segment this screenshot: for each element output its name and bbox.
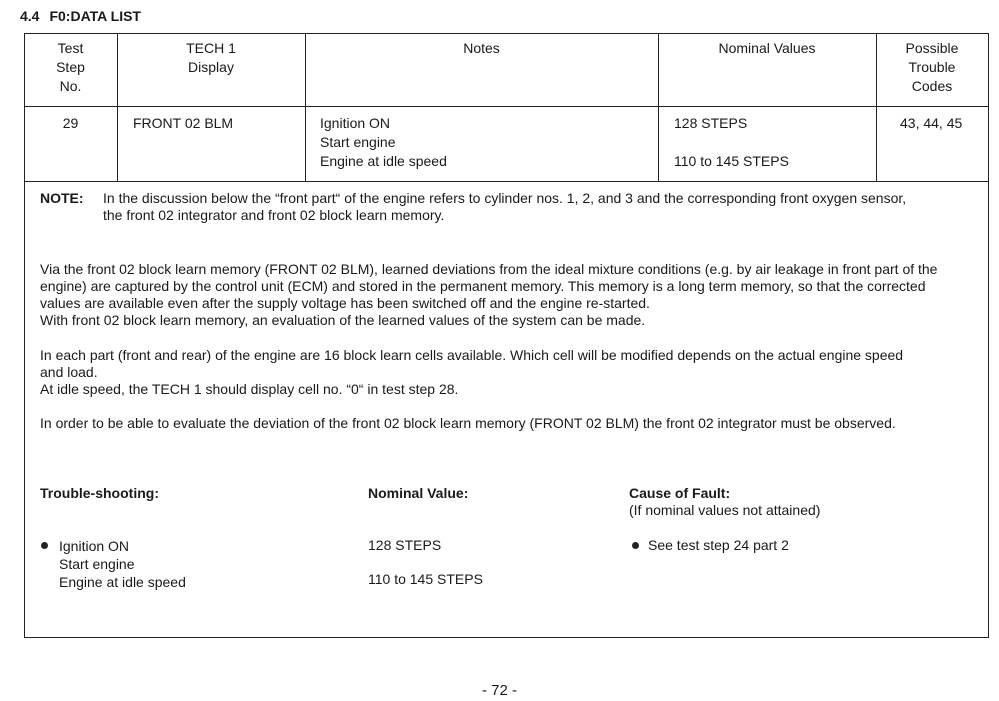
header-test-step: [24, 39, 117, 96]
header-nominal-values: Nominal Values: [718, 40, 816, 56]
ts-step-3: Engine at idle speed: [59, 574, 186, 590]
bullet-icon: [632, 542, 639, 549]
header-test-step-line2: Step: [56, 59, 85, 75]
header-tech1-display: [117, 39, 305, 77]
troubleshooting-steps: [59, 537, 186, 591]
paragraph-line: In each part (front and rear) of the engine are 16 block learn cells available. Which cell will be modified depends on the actual engine speed: [40, 347, 904, 363]
ts-step-2: Start engine: [59, 556, 135, 572]
note-step-3: Engine at idle speed: [320, 153, 447, 169]
cause-of-fault-heading: Cause of Fault:: [629, 485, 731, 501]
ts-nominal-2: 110 to 145 STEPS: [368, 571, 483, 587]
section-number: 4.4: [20, 8, 40, 24]
nominal-value-heading: Nominal Value:: [368, 485, 469, 501]
table-header-divider: [24, 106, 989, 107]
note-step-1: Ignition ON: [320, 115, 391, 131]
cause-of-fault-subheading: (If nominal values not attained): [629, 502, 821, 518]
paragraph-line: engine) are captured by the control unit (ECM) and stored in the permanent memory. This memory is a long term memory, so that the corrected: [40, 278, 926, 294]
note-line-1: In the discussion below the “front part“ of the engine refers to cylinder nos. 1, 2, and 3 and the corresponding front oxygen sensor,: [103, 190, 907, 206]
header-test-step-line3: No.: [59, 78, 82, 94]
note-line-2: the front 02 integrator and front 02 block learn memory.: [103, 207, 445, 223]
table-border-right: [988, 33, 989, 638]
header-codes-line1: Possible: [905, 40, 959, 56]
cell-test-step: 29: [62, 115, 79, 131]
ts-nominal-1: 128 STEPS: [368, 537, 442, 553]
table-border-top: [24, 33, 989, 34]
paragraph-line: Via the front 02 block learn memory (FRONT 02 BLM), learned deviations from the ideal mixture conditions (e.g. by air leakage in front part of the: [40, 261, 938, 277]
paragraph-block-learn-cells: [40, 347, 970, 398]
note-label: NOTE:: [40, 190, 84, 206]
header-tech1-line2: Display: [188, 59, 234, 75]
cell-display: FRONT 02 BLM: [133, 115, 234, 131]
header-codes-line2: Trouble: [908, 59, 956, 75]
header-notes: Notes: [463, 40, 500, 56]
table-row-divider: [24, 181, 989, 182]
cell-notes: [320, 114, 447, 171]
paragraph-line: In order to be able to evaluate the deviation of the front 02 block learn memory (FRONT 02 BLM) the front 02 integrator must be observed.: [40, 415, 896, 431]
paragraph-blm-description: [40, 261, 970, 329]
header-test-step-line1: Test: [57, 40, 84, 56]
section-heading: F0:DATA LIST: [49, 8, 141, 24]
cell-nominal-2: 110 to 145 STEPS: [674, 153, 789, 169]
ts-cause: See test step 24 part 2: [648, 537, 789, 553]
paragraph-integrator: [40, 415, 970, 432]
ts-step-1: Ignition ON: [59, 538, 130, 554]
paragraph-line: At idle speed, the TECH 1 should display cell no. “0“ in test step 28.: [40, 381, 459, 397]
bullet-icon: [41, 542, 48, 549]
paragraph-line: and load.: [40, 364, 98, 380]
troubleshooting-heading: Trouble-shooting:: [40, 485, 159, 501]
cell-nominal-1: 128 STEPS: [674, 115, 748, 131]
header-tech1-line1: TECH 1: [186, 40, 236, 56]
note-step-2: Start engine: [320, 134, 396, 150]
page-number: - 72 -: [481, 682, 517, 699]
section-title: [20, 8, 141, 24]
header-trouble-codes: [876, 39, 988, 96]
paragraph-line: values are available even after the supply voltage has been switched off and the engine re-started.: [40, 295, 650, 311]
cell-trouble-codes: 43, 44, 45: [900, 115, 963, 131]
note-text: [103, 190, 906, 224]
table-border-bottom: [24, 637, 989, 638]
header-codes-line3: Codes: [911, 78, 953, 94]
paragraph-line: With front 02 block learn memory, an evaluation of the learned values of the system can be made.: [40, 312, 646, 328]
